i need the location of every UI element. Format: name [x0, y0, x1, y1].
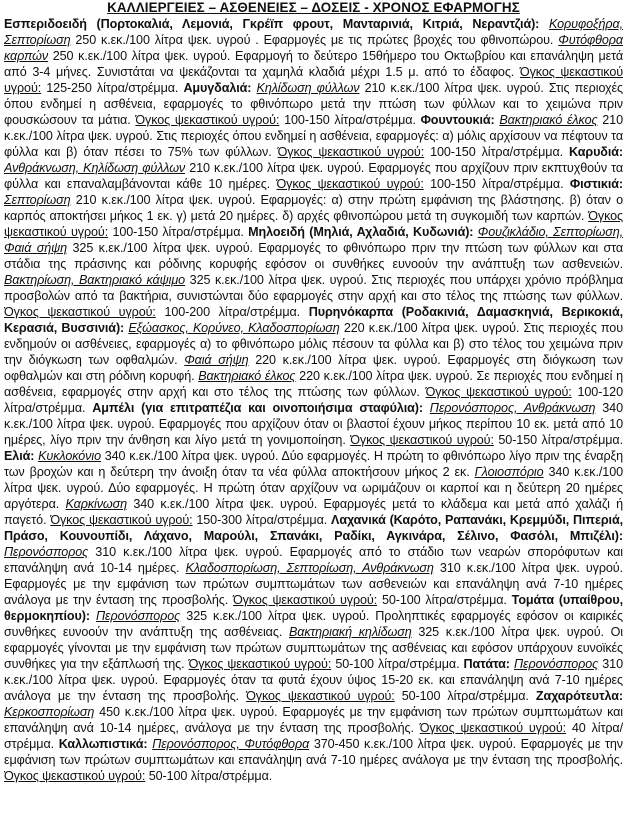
text-run: 100-150 λίτρα/στρέμμα. [424, 145, 570, 159]
text-run: 50-100 λίτρα/στρέμμα. [331, 657, 464, 671]
disease-name: Κερκοσπορίωση [4, 705, 95, 719]
text-run: 210 κ.εκ./100 λίτρα ψεκ. υγρού. Εφαρμογές που αρχίζουν πριν εκπτυχθούν τα φύλλα και επαναλαμβάνονται κάθε 10 ημέρες. [4, 161, 623, 191]
disease-name: Εξώασκος, Κορύνεο, Κλαδοσπορίωση [128, 321, 340, 335]
crop-name: Εσπεριδοειδή (Πορτοκαλιά, Λεμονιά, Γκρέϊπ φρουτ, Μανταρινιά, Κιτριά, Νεραντζιά): [4, 17, 540, 31]
disease-name: Καρκίνωση [65, 497, 128, 511]
crop-name: Αμπέλι (για επιτραπέζια και οινοποιήσιμα σταφύλια): [92, 401, 423, 415]
crop-name: Καλλωπιστικά: [58, 737, 148, 751]
spray-volume-label: Όγκος ψεκαστικού υγρού: [277, 145, 425, 159]
crop-name: Μηλοειδή (Μηλιά, Αχλαδιά, Κυδωνιά): [248, 225, 474, 239]
text-run: 220 κ.εκ./100 λίτρα ψεκ. υγρού. Στις περιοχές που ενδημούν οι ασθένειες, εφαρμογές α) το φθινόπωρο μόλις πέσουν τα φύλλα και β) στο τέλος του χειμώνα πριν την διόγκωση των οφθαλμών. [4, 321, 623, 367]
spray-volume-label: Όγκος ψεκαστικού υγρού: [425, 385, 572, 399]
text-run: 370-450 κ.εκ./100 λίτρα ψεκ. υγρού. Εφαρμογές με την εμφάνιση των πρώτων συμπτωμάτων και επανάληψη ανά 7-10 ημέρες ανάλογα με την ένταση της προσβολής. [4, 737, 623, 767]
text-run: 50-150 λίτρα/στρέμμα. [493, 433, 623, 447]
spray-volume-label: Όγκος ψεκαστικού υγρού: [246, 689, 395, 703]
spray-volume-label: Όγκος ψεκαστικού υγρού: [232, 593, 378, 607]
text-run: 325 κ.εκ./100 λίτρα ψεκ. υγρού. Προληπτικές εφαρμογές εφόσον οι καιρικές συνθήκες ευνοούν την ανάπτυξη της ασθένειας. [4, 609, 623, 639]
disease-name: Κυκλοκόνιο [38, 449, 101, 463]
text-run: 210 κ.εκ./100 λίτρα ψεκ. υγρού. Εφαρμογές: α) στην πρώτη εμφάνιση της βλάστησης. β) όταν ο καρπός αποκτήσει μήκος 1 εκ. γ) μετά 20 ημέρες. δ) αρχές φθινοπώρου μετά τη συγκομιδή των καρπών. [4, 193, 623, 223]
disease-name: Φυτόφθορα καρπών [4, 33, 623, 63]
crop-name: Ζαχαρότευτλα: [535, 689, 623, 703]
text-run: 325 κ.εκ./100 λίτρα ψεκ. υγρού. Εφαρμογές το φθινόπωρο πριν την πτώση των φύλλων και στα στάδια της πράσινης και ρόδινης κορυφής εφόσον οι συνθήκες ευνοούν την ανάπτυξη των ασθενειών. [4, 241, 623, 271]
text-run: 100-150 λίτρα/στρέμμα. [423, 177, 570, 191]
disease-name: Περονόσπορος [4, 545, 89, 559]
text-run: 310 κ.εκ./100 λίτρα ψεκ. υγρού. Εφαρμογές με την εμφάνιση των πρώτων συμπτωμάτων των ασθενειών και επανάληψη ανά 7-10 ημέρες ανάλογα με την ένταση της προσβολής. [4, 561, 623, 607]
disease-name: Περονόσπορος, Φυτόφθορα [152, 737, 310, 751]
spray-volume-label: Όγκος ψεκαστικού υγρού: [419, 721, 567, 735]
crop-name: Ελιά: [4, 449, 35, 463]
disease-name: Ανθράκνωση, Κηλίδωση φύλλων [4, 161, 186, 175]
text-run: 340 κ.εκ./100 λίτρα ψεκ. υγρού. Εφαρμογές μετά το κλάδεμα και μετά από χαλάζι ή παγετό. [4, 497, 623, 527]
disease-name: Βακτηρίωση, Βακτηριακό κάψιμο [4, 273, 186, 287]
crop-name: Λαχανικά (Καρότο, Ραπανάκι, Κρεμμύδι, Πιπεριά, Πράσο, Κουνουπίδι, Λάχανο, Μαρούλι, Σπανάκι, Ραδίκι, Αγκινάρα, Σέλινο, Φασόλι, Μπιζέλι): [4, 513, 623, 543]
text-run: 100-200 λίτρα/στρέμμα. [155, 305, 309, 319]
spray-volume-label: Όγκος ψεκαστικού υγρού: [4, 65, 623, 95]
text-run: 50-100 λίτρα/στρέμμα. [394, 689, 536, 703]
text-run: 340 κ.εκ./100 λίτρα ψεκ. υγρού. Δύο εφαρμογές. Η πρώτη όταν αρχίζουν να ωριμάζουν οι καρποί και η δεύτερη 20 ημέρες αργότερα. [4, 465, 623, 511]
text-run: 40 λίτρα/στρέμμα. [4, 721, 623, 751]
disease-name: Κλαδοσπορίωση, Σεπτορίωση, Ανθράκνωση [185, 561, 434, 575]
disease-name: Περονόσπορος [514, 657, 599, 671]
text-run: 150-300 λίτρα/στρέμμα. [192, 513, 332, 527]
text-run: 50-100 λίτρα/στρέμμα. [377, 593, 512, 607]
crop-name: Αμυγδαλιά: [183, 81, 252, 95]
text-run: 340 κ.εκ./100 λίτρα ψεκ. υγρού. Δύο εφαρμογές. Η πρώτη το φθινόπωρο λίγο πριν της έναρξη των βροχών και η δεύτερη την άνοιξη όταν τα νέα φύλλα αποκτήσουν μήκος 2 εκ. [4, 449, 623, 479]
document-title: ΚΑΛΛΙΕΡΓΕΙΕΣ – ΑΣΘΕΝΕΙΕΣ – ΔΟΣΕΙΣ - ΧΡΟΝΟΣ ΕΦΑΡΜΟΓΗΣ [107, 0, 520, 15]
text-run: 450 κ.εκ./100 λίτρα ψεκ. υγρού. Εφαρμογές με την εμφάνιση των πρώτων συμπτωμάτων και επανάληψη ανά 10-14 ημέρες, ανάλογα με την ένταση της προσβολής. [4, 705, 623, 735]
text-run: 325 κ.εκ./100 λίτρα ψεκ. υγρού. Οι εφαρμογές γίνονται με την εμφάνιση των πρώτων συμπτωμάτων της ασθένειας και εφόσον υπάρχουν ευνοϊκές συνθήκες για την εξάπλωσή της. [4, 625, 623, 671]
crop-name: Φουντουκιά: [420, 113, 495, 127]
text-run [423, 401, 430, 415]
text-run: 250 κ.εκ./100 λίτρα ψεκ. υγρού. Εφαρμογή το δεύτερο 15θήμερο του Οκτωβρίου και επανάληψη μετά από 3-4 μήνες. Συνιστάται να ψεκάζονται τα χαμηλά κλαδιά μέχρι 1.5 μ. από το έδαφος. [4, 49, 623, 79]
disease-name: Γλοιοσπόριο [474, 465, 544, 479]
text-run: 250 κ.εκ./100 λίτρα ψεκ. υγρού . Εφαρμογές με τις πρώτες βροχές του φθινοπώρου. [70, 33, 559, 47]
disease-name: Περονόσπορος, Ανθράκνωση [429, 401, 596, 415]
text-run [539, 17, 549, 31]
crop-name: Καρυδιά: [569, 145, 623, 159]
text-run: 220 κ.εκ./100 λίτρα ψεκ. υγρού. Σε περιοχές που ενδημεί η ασθένεια, εφαρμογές στην αρχή και στο τέλος της πτώσης των φύλλων. [4, 369, 623, 399]
disease-name: Βακτηριακό έλκος [198, 369, 296, 383]
spray-volume-label: Όγκος ψεκαστικού υγρού: [4, 209, 623, 239]
text-run: 310 κ.εκ./100 λίτρα ψεκ. υγρού. Εφαρμογές όταν τα φυτά έχουν ύψος 15-20 εκ. και επανάληψη ανά 7-10 ημέρες ανάλογα με την ένταση της προσβολής. [4, 657, 623, 703]
disease-name: Φουζικλάδιο, Σεπτορίωση, Φαιά σήψη [4, 225, 623, 255]
text-run: 100-150 λίτρα/στρέμμα. [279, 113, 421, 127]
crop-name: Φιστικιά: [569, 177, 623, 191]
text-run: 325 κ.εκ./100 λίτρα ψεκ. υγρού. Στις περιοχές που υπάρχει χρόνιο πρόβλημα προσβολών από τα βακτήρια, συνιστώνται δύο εφαρμογές στην αρχή και στο τέλος της πτώσης των φύλλων. [4, 273, 623, 303]
spray-volume-label: Όγκος ψεκαστικού υγρού: [276, 177, 424, 191]
spray-volume-label: Όγκος ψεκαστικού υγρού: [4, 769, 146, 783]
document-body [4, 16, 623, 784]
disease-name: Κορυφοξήρα, Σεπτορίωση [4, 17, 623, 47]
disease-name: Σεπτορίωση [4, 193, 71, 207]
text-run: 220 κ.εκ./100 λίτρα ψεκ. υγρού. Εφαρμογές στη διόγκωση των οφθαλμών και στη ρόδινη κορυφή. [4, 353, 623, 383]
crop-name: Πατάτα: [463, 657, 510, 671]
document-page [4, 0, 623, 839]
spray-volume-label: Όγκος ψεκαστικού υγρού: [4, 305, 156, 319]
spray-volume-label: Όγκος ψεκαστικού υγρού: [135, 113, 280, 127]
spray-volume-label: Όγκος ψεκαστικού υγρού: [50, 513, 193, 527]
disease-name: Περονόσπορος [96, 609, 181, 623]
disease-name: Βακτηριακή κηλίδωση [288, 625, 412, 639]
text-run: 50-100 λίτρα/στρέμμα. [145, 769, 273, 783]
text-run: 100-120 λίτρα/στρέμμα. [4, 385, 623, 415]
disease-name: Φαιά σήψη [184, 353, 249, 367]
text-run: 100-150 λίτρα/στρέμμα. [108, 225, 249, 239]
text-run: 340 κ.εκ./100 λίτρα ψεκ. υγρού. Εφαρμογές που αρχίζουν όταν οι βλαστοί έχουν μήκος περίπου 10 εκ. μετά από 10 ημέρες, λίγο πριν την άνθηση και λίγο μετά τη γονιμοποίηση. [4, 401, 623, 447]
spray-volume-label: Όγκος ψεκαστικού υγρού: [350, 433, 494, 447]
disease-name: Κηλίδωση φύλλων [256, 81, 360, 95]
disease-name: Βακτηριακό έλκος [499, 113, 598, 127]
text-run: 310 κ.εκ./100 λίτρα ψεκ. υγρού. Εφαρμογές από το στάδιο των νεαρών σπορόφυτων και επανάληψη ανά 10-14 ημέρες. [4, 545, 623, 575]
spray-volume-label: Όγκος ψεκαστικού υγρού: [188, 657, 332, 671]
text-run: 210 κ.εκ./100 λίτρα ψεκ. υγρού. Στις περιοχές όπου ενδημεί η ασθένεια, εφαρμογές: α) μόλις αρχίσουν να πέφτουν τα φύλλα και β) όταν πέσει το 75% των φύλλων. [4, 113, 623, 159]
text-run: 125-250 λίτρα/στρέμμα. [41, 81, 184, 95]
text-run: 210 κ.εκ./100 λίτρα ψεκ. υγρού. Στις περιοχές όπου ενδημεί η ασθένεια, εφαρμογές το φθινόπωρο μετά την πτώση των φύλλων και το χειμώνα πριν φουσκώσουν τα μάτια. [4, 81, 623, 127]
crop-name: Πυρηνόκαρπα (Ροδακινιά, Δαμασκηνιά, Βερικοκιά, Κερασιά, Βυσσινιά): [4, 305, 623, 335]
crop-name: Τομάτα (υπαίθρου, θερμοκηπίου): [4, 593, 623, 623]
